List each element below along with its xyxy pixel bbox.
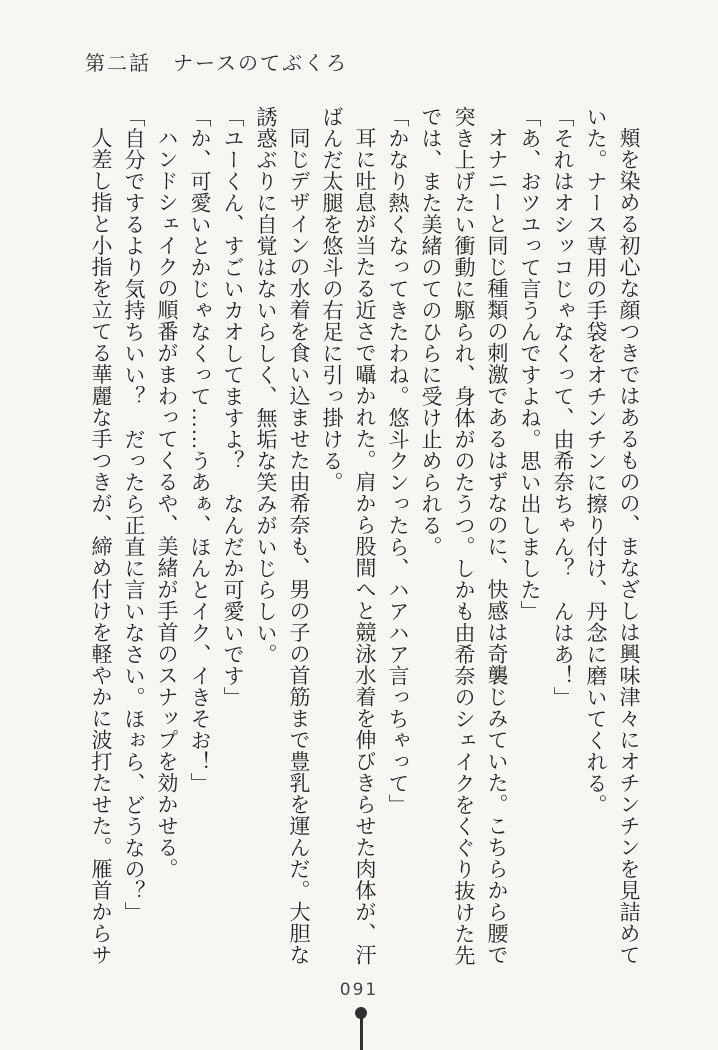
page-number: 091 — [339, 980, 379, 1000]
text-line: ハンドシェイクの順番がまわってくるや、美緒が手首のスナップを効かせる。 — [155, 127, 179, 880]
text-line: オナニーと同じ種類の刺激であるはずなのに、快感は奇襲じみていた。こちらから腰で — [485, 127, 509, 966]
text-line: 頬を染める初心な顔つきではあるものの、まなざしは興味津々にオチンチンを見詰めて — [617, 127, 641, 966]
text-line: 「ユーくん、すごいカオしてますよ？ なんだか可愛いです」 — [221, 106, 245, 708]
text-line: では、また美緒のてのひらに受け止められる。 — [419, 106, 443, 558]
text-line: 「それはオシッコじゃなくって、由希奈ちゃん？ んはあ！」 — [551, 106, 575, 708]
text-line: いた。ナース専用の手袋をオチンチンに擦り付け、丹念に磨いてくれる。 — [584, 106, 608, 816]
text-line: 「自分でするより気持ちいい？ だったら正直に言いなさい。ほぉら、どうなの？」 — [122, 106, 146, 923]
text-line: 耳に吐息が当たる近さで囁かれた。肩から股間へと競泳水着を伸びきらせた肉体が、汗 — [353, 127, 377, 966]
text-line: 「あ、おツユって言うんですよね。思い出しました」 — [518, 106, 542, 622]
text-line: 「か、可愛いとかじゃなくって……うあぁ、ほんとイク、イきそお！」 — [188, 106, 212, 794]
text-line: 誘惑ぶりに自覚はないらしく、無垢な笑みがいじらしい。 — [254, 106, 278, 665]
text-line: 同じデザインの水着を食い込ませた由希奈も、男の子の首筋まで豊乳を運んだ。大胆な — [287, 127, 311, 966]
text-line: 突き上げたい衝動に駆られ、身体がのたうつ。しかも由希奈のシェイクをくぐり抜けた先 — [452, 106, 476, 966]
text-line: 人差し指と小指を立てる華麗な手つきが、締め付けを軽やかに波打たせた。雁首からサ — [89, 127, 113, 966]
body-text — [84, 106, 645, 966]
text-line: ばんだ太腿を悠斗の右足に引っ掛ける。 — [320, 106, 344, 493]
text-line: 「かなり熱くなってきたわね。悠斗クンったら、ハアハア言っちゃって」 — [386, 106, 410, 816]
chapter-header: 第二話 ナースのてぶくろ — [85, 53, 348, 75]
marker-stem — [360, 1017, 363, 1050]
page-footer — [0, 980, 718, 1050]
